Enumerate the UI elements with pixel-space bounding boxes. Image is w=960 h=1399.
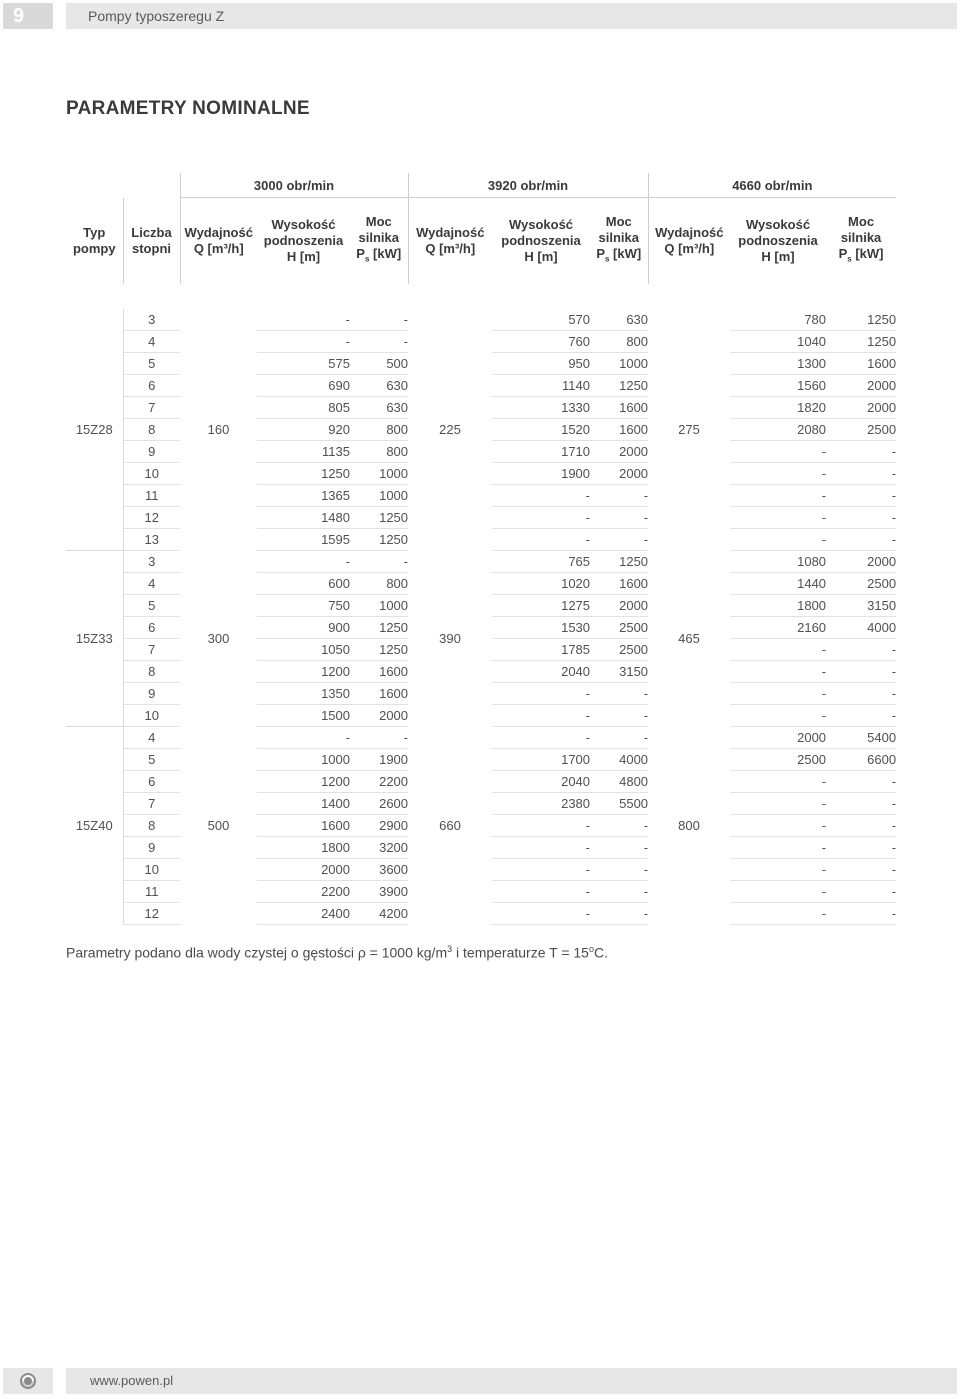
head-cell: - [730, 837, 826, 859]
power-cell: 630 [590, 309, 648, 331]
power-cell: 3600 [350, 859, 408, 881]
power-cell: 3150 [590, 661, 648, 683]
flow-cell: 660 [439, 818, 461, 833]
flow-cell: 465 [678, 631, 700, 646]
table-row [66, 551, 896, 573]
head-cell: 1530 [492, 617, 590, 639]
power-cell: - [826, 705, 896, 727]
col-header-power: Moc silnika $P_s$ [kW] [596, 214, 642, 264]
head-cell: - [730, 771, 826, 793]
power-cell: - [826, 639, 896, 661]
head-cell: 780 [730, 309, 826, 331]
stages-cell: 13 [123, 529, 180, 551]
head-cell: 2160 [730, 617, 826, 639]
power-cell: 4200 [350, 903, 408, 925]
power-cell: 4000 [826, 617, 896, 639]
power-cell: - [826, 903, 896, 925]
power-cell: - [826, 441, 896, 463]
top-bar [0, 0, 960, 32]
head-cell: - [492, 683, 590, 705]
head-cell: 1080 [730, 551, 826, 573]
power-cell: - [826, 771, 896, 793]
head-cell: - [730, 683, 826, 705]
head-cell: 1040 [730, 331, 826, 353]
power-cell: - [826, 881, 896, 903]
flow-cell: 800 [678, 818, 700, 833]
power-cell: 3900 [350, 881, 408, 903]
col-header-flow: Wydajność Q [m³/h] [408, 198, 492, 285]
power-cell: 6600 [826, 749, 896, 771]
stages-cell: 4 [123, 331, 180, 353]
table-row [66, 727, 896, 749]
stages-cell: 7 [123, 397, 180, 419]
stages-cell: 9 [123, 837, 180, 859]
power-cell: - [590, 683, 648, 705]
table-row [66, 309, 896, 331]
page-heading: PARAMETRY NOMINALNE [66, 98, 310, 119]
speed-4660-header: 4660 obr/min [648, 173, 896, 198]
power-cell: - [590, 727, 648, 749]
head-cell: - [730, 903, 826, 925]
head-cell: 1400 [257, 793, 350, 815]
col-header-type: Typ pompy [72, 224, 116, 256]
power-cell: - [826, 793, 896, 815]
head-cell: 2040 [492, 771, 590, 793]
power-cell: - [590, 837, 648, 859]
head-cell: - [257, 551, 350, 573]
head-cell: 1595 [257, 529, 350, 551]
powen-logo-icon [3, 1368, 53, 1394]
head-cell: 1000 [257, 749, 350, 771]
power-cell: 1600 [350, 661, 408, 683]
flow-cell: 160 [207, 422, 230, 438]
stages-cell: 4 [123, 727, 180, 749]
col-header-flow: Wydajność Q [m³/h] [648, 198, 730, 285]
pump-type-cell: 15Z33 [66, 551, 123, 727]
head-cell: 765 [492, 551, 590, 573]
stages-cell: 5 [123, 595, 180, 617]
power-cell: 5500 [590, 793, 648, 815]
power-cell: - [826, 683, 896, 705]
stages-cell: 3 [123, 309, 180, 331]
head-cell: 920 [257, 419, 350, 441]
power-cell: 2000 [826, 397, 896, 419]
power-cell: 1250 [350, 617, 408, 639]
stages-cell: 5 [123, 353, 180, 375]
head-cell: 1050 [257, 639, 350, 661]
power-cell: - [826, 463, 896, 485]
head-cell: 760 [492, 331, 590, 353]
power-cell: 1250 [590, 375, 648, 397]
power-cell: 1000 [350, 595, 408, 617]
power-cell: 1250 [590, 551, 648, 573]
stages-cell: 9 [123, 683, 180, 705]
column-header-row [66, 198, 896, 285]
power-cell: 2000 [826, 551, 896, 573]
power-cell: - [590, 815, 648, 837]
power-cell: 4800 [590, 771, 648, 793]
flow-cell: 225 [439, 422, 461, 438]
head-cell: 2000 [730, 727, 826, 749]
pump-type-cell: 15Z28 [75, 422, 113, 437]
head-cell: - [257, 309, 350, 331]
power-cell: 3150 [826, 595, 896, 617]
head-cell: 1200 [257, 771, 350, 793]
head-cell: 1710 [492, 441, 590, 463]
col-header-power: Moc silnika $P_s$ [kW] [356, 214, 402, 264]
head-cell: - [730, 815, 826, 837]
head-cell: 1600 [257, 815, 350, 837]
power-cell: 1600 [590, 419, 648, 441]
power-cell: 2500 [590, 617, 648, 639]
stages-cell: 12 [123, 507, 180, 529]
head-cell: - [492, 705, 590, 727]
power-cell: 1000 [350, 463, 408, 485]
col-header-power: Moc silnika $P_s$ [kW] [838, 214, 884, 264]
power-cell: - [590, 903, 648, 925]
head-cell: - [730, 705, 826, 727]
head-cell: - [492, 903, 590, 925]
power-cell: 1250 [350, 507, 408, 529]
power-cell: 2600 [350, 793, 408, 815]
speed-3920-header: 3920 obr/min [408, 173, 648, 198]
parameters-table [66, 173, 896, 925]
power-cell: 630 [350, 397, 408, 419]
stages-cell: 5 [123, 749, 180, 771]
stages-cell: 11 [123, 881, 180, 903]
power-cell: 500 [350, 353, 408, 375]
head-cell: 900 [257, 617, 350, 639]
power-cell: 2000 [590, 463, 648, 485]
stages-cell: 8 [123, 419, 180, 441]
head-cell: 2200 [257, 881, 350, 903]
head-cell: 1135 [257, 441, 350, 463]
head-cell: 1900 [492, 463, 590, 485]
head-cell: 1275 [492, 595, 590, 617]
power-cell: - [826, 507, 896, 529]
power-cell: - [350, 551, 408, 573]
power-cell: 1250 [826, 331, 896, 353]
head-cell: 1820 [730, 397, 826, 419]
power-cell: 2000 [590, 595, 648, 617]
power-cell: 2000 [350, 705, 408, 727]
head-cell: 950 [492, 353, 590, 375]
head-cell: 1200 [257, 661, 350, 683]
head-cell: 1785 [492, 639, 590, 661]
head-cell: 1020 [492, 573, 590, 595]
head-cell: 1300 [730, 353, 826, 375]
power-cell: - [590, 529, 648, 551]
power-cell: 2500 [590, 639, 648, 661]
head-cell: - [730, 485, 826, 507]
power-cell: - [590, 485, 648, 507]
power-cell: 2900 [350, 815, 408, 837]
spacer-row [66, 284, 896, 309]
stages-cell: 12 [123, 903, 180, 925]
power-cell: - [590, 859, 648, 881]
head-cell: 2080 [730, 419, 826, 441]
stages-cell: 3 [123, 551, 180, 573]
power-cell: 2000 [590, 441, 648, 463]
head-cell: - [730, 441, 826, 463]
head-cell: - [730, 661, 826, 683]
power-cell: - [826, 661, 896, 683]
power-cell: 2500 [826, 573, 896, 595]
head-cell: 570 [492, 309, 590, 331]
head-cell: - [492, 507, 590, 529]
footnote: Parametry podano dla wody czystej o gęstości ρ = 1000 $kg/m^3$ i temperaturze $T = 15^oC$. [66, 944, 608, 961]
stages-cell: 10 [123, 705, 180, 727]
head-cell: 2380 [492, 793, 590, 815]
power-cell: 800 [350, 419, 408, 441]
head-cell: 1365 [257, 485, 350, 507]
head-cell: - [730, 507, 826, 529]
col-header-head: Wysokość podnoszenia H [m] [263, 217, 344, 264]
power-cell: 1250 [826, 309, 896, 331]
power-cell: - [590, 507, 648, 529]
head-cell: 575 [257, 353, 350, 375]
head-cell: - [730, 463, 826, 485]
stages-cell: 10 [123, 463, 180, 485]
head-cell: 2400 [257, 903, 350, 925]
head-cell: - [492, 837, 590, 859]
head-cell: 1700 [492, 749, 590, 771]
power-cell: 1600 [350, 683, 408, 705]
power-cell: - [826, 485, 896, 507]
stages-cell: 11 [123, 485, 180, 507]
power-cell: 3200 [350, 837, 408, 859]
power-cell: 1250 [350, 529, 408, 551]
stages-cell: 6 [123, 771, 180, 793]
head-cell: - [730, 859, 826, 881]
head-cell: - [730, 529, 826, 551]
head-cell: 1250 [257, 463, 350, 485]
power-cell: 2200 [350, 771, 408, 793]
stages-cell: 8 [123, 661, 180, 683]
head-cell: - [492, 815, 590, 837]
col-header-stages: Liczba stopni [123, 198, 180, 285]
power-cell: 2000 [826, 375, 896, 397]
power-cell: 630 [350, 375, 408, 397]
power-cell: 1600 [590, 397, 648, 419]
power-cell: - [350, 331, 408, 353]
power-cell: 1600 [826, 353, 896, 375]
pump-type-cell: 15Z40 [66, 727, 123, 925]
stages-cell: 10 [123, 859, 180, 881]
head-cell: - [492, 529, 590, 551]
head-cell: - [730, 881, 826, 903]
power-cell: - [590, 705, 648, 727]
stages-cell: 8 [123, 815, 180, 837]
head-cell: - [492, 881, 590, 903]
stages-cell: 9 [123, 441, 180, 463]
head-cell: 1330 [492, 397, 590, 419]
head-cell: 1500 [257, 705, 350, 727]
head-cell: 1800 [257, 837, 350, 859]
page-number: 9 [3, 3, 53, 29]
power-cell: 1600 [590, 573, 648, 595]
head-cell: - [730, 793, 826, 815]
head-cell: - [492, 485, 590, 507]
power-cell: 800 [350, 441, 408, 463]
power-cell: - [826, 815, 896, 837]
head-cell: 1140 [492, 375, 590, 397]
power-cell: - [826, 837, 896, 859]
power-cell: - [350, 727, 408, 749]
col-header-flow: Wydajność Q [m³/h] [180, 198, 257, 285]
flow-cell: 390 [439, 631, 461, 646]
stages-cell: 6 [123, 375, 180, 397]
head-cell: 750 [257, 595, 350, 617]
col-header-head: Wysokość podnoszenia H [m] [501, 217, 581, 264]
head-cell: 1560 [730, 375, 826, 397]
speed-3000-header: 3000 obr/min [180, 173, 408, 198]
flow-cell: 275 [678, 422, 700, 438]
head-cell: - [257, 331, 350, 353]
stages-cell: 4 [123, 573, 180, 595]
head-cell: 805 [257, 397, 350, 419]
stages-cell: 7 [123, 639, 180, 661]
power-cell: - [826, 859, 896, 881]
head-cell: 2000 [257, 859, 350, 881]
power-cell: 2500 [826, 419, 896, 441]
power-cell: 4000 [590, 749, 648, 771]
power-cell: 5400 [826, 727, 896, 749]
head-cell: - [730, 639, 826, 661]
head-cell: - [492, 859, 590, 881]
head-cell: 2040 [492, 661, 590, 683]
stages-cell: 7 [123, 793, 180, 815]
head-cell: - [492, 727, 590, 749]
head-cell: 2500 [730, 749, 826, 771]
footer-url: www.powen.pl [66, 1368, 957, 1394]
head-cell: 1350 [257, 683, 350, 705]
power-cell: - [590, 881, 648, 903]
head-cell: 1440 [730, 573, 826, 595]
section-title: Pompy typoszeregu Z [66, 3, 957, 29]
power-cell: 1000 [590, 353, 648, 375]
head-cell: 600 [257, 573, 350, 595]
speed-header-row [66, 173, 896, 198]
col-header-head: Wysokość podnoszenia H [m] [738, 217, 818, 264]
head-cell: - [257, 727, 350, 749]
power-cell: - [350, 309, 408, 331]
head-cell: 1480 [257, 507, 350, 529]
head-cell: 690 [257, 375, 350, 397]
power-cell: 1900 [350, 749, 408, 771]
power-cell: - [826, 529, 896, 551]
flow-cell: 300 [207, 631, 230, 646]
power-cell: 1250 [350, 639, 408, 661]
power-cell: 800 [590, 331, 648, 353]
head-cell: 1800 [730, 595, 826, 617]
stages-cell: 6 [123, 617, 180, 639]
flow-cell: 500 [207, 818, 230, 833]
power-cell: 800 [350, 573, 408, 595]
power-cell: 1000 [350, 485, 408, 507]
head-cell: 1520 [492, 419, 590, 441]
